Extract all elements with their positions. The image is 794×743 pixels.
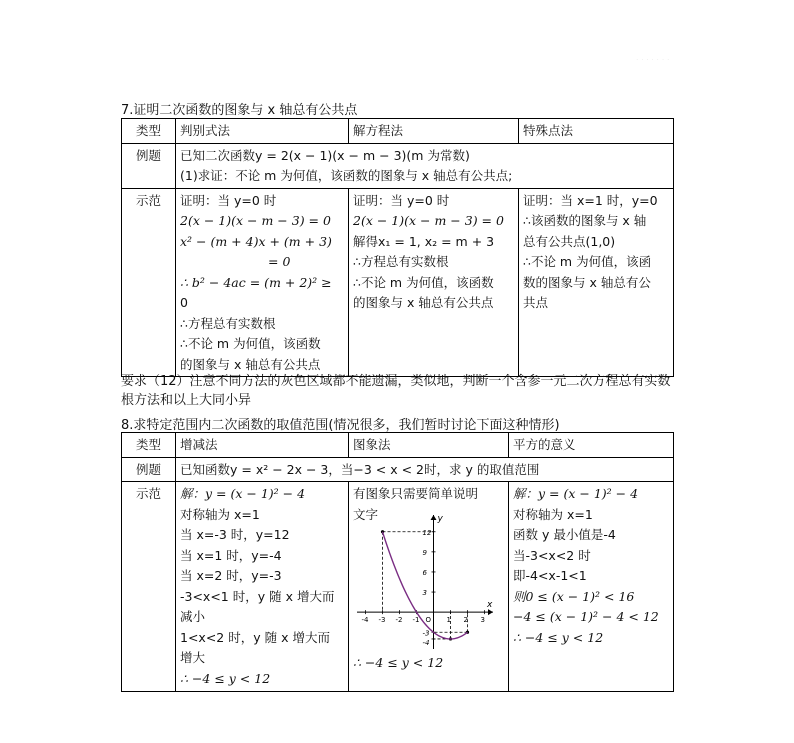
y-tick-label: -3 [422, 629, 430, 638]
solution-line: -3<x<1 时，y 随 x 增大而 [180, 588, 335, 604]
solution-line: 函数 y 最小值是-4 [513, 527, 616, 542]
math-line: 2(x − 1)(x − m − 3) = 0 [353, 213, 504, 228]
x-tick-label: -1 [412, 616, 420, 625]
table-header-row [122, 433, 674, 458]
header-special-point: 特殊点法 [519, 119, 674, 144]
section8-table [121, 432, 674, 692]
header-type: 类型 [122, 433, 176, 458]
solution-line: 当-3<x<2 时 [513, 547, 591, 563]
discriminant-method-cell [176, 188, 349, 377]
proof-line: ∴不论 m 为何值，该函数 [180, 336, 321, 351]
math-line: ∴ −4 ≤ y < 12 [513, 629, 604, 645]
demo-label: 示范 [122, 188, 176, 377]
x-tick-label: 3 [480, 616, 485, 625]
header-graph: 图象法 [349, 433, 509, 458]
demo-row [122, 482, 674, 692]
x-axis-label: x [487, 600, 493, 611]
solution-line: 减小 [180, 609, 206, 624]
demo-label: 示范 [122, 482, 176, 692]
proof-line: 证明：当 y=0 时 [353, 192, 450, 208]
solution-line: 1<x<2 时，y 随 x 增大而 [180, 629, 330, 645]
x-tick-label: -2 [395, 616, 403, 625]
graph-intro-line: 有图象只需要简单说明 [353, 486, 479, 501]
y-axis-arrow [431, 515, 437, 520]
example-line: 已知二次函数y = 2(x − 1)(x − m − 3)(m 为常数) [180, 147, 470, 163]
solution-line: 对称轴为 x=1 [180, 506, 260, 522]
x-tick-label: 1 [446, 616, 451, 625]
math-line: x² − (m + 4)x + (m + 3) [180, 233, 332, 249]
demo-row [122, 188, 674, 377]
special-point-method-cell [519, 188, 674, 377]
proof-line: 证明：当 y=0 时 [180, 192, 277, 208]
section7-title: 7.证明二次函数的图象与 x 轴总有公共点 [121, 103, 358, 118]
proof-line: 的图象与 x 轴总有公共点 [180, 356, 321, 372]
x-tick-label: -3 [378, 616, 386, 625]
header-solve-equation: 解方程法 [349, 119, 519, 144]
section8-title: 8.求特定范围内二次函数的取值范围(情况很多，我们暂时讨论下面这种情形) [121, 418, 560, 433]
parabola-graph [351, 509, 501, 659]
solution-line: 即-4<x-1<1 [513, 568, 587, 583]
math-line: 解：y = (x − 1)² − 4 [513, 486, 639, 501]
math-line: ∴ −4 ≤ y < 12 [353, 655, 444, 670]
solution-line: 当 x=-3 时，y=12 [180, 527, 290, 542]
table-header-row [122, 119, 674, 144]
solve-equation-method-cell [349, 188, 519, 377]
y-tick-label: 9 [422, 548, 427, 557]
graph-intro-line: 文字 [353, 506, 379, 522]
x-tick-label: O [425, 616, 432, 625]
proof-line: 证明：当 x=1 时，y=0 [523, 192, 658, 208]
y-axis-label: y [437, 514, 443, 524]
math-line: 解得x₁ = 1, x₂ = m + 3 [353, 233, 495, 249]
example-text [176, 143, 674, 188]
monotonic-method-cell [176, 482, 349, 692]
example-line: 已知函数y = x² − 2x − 3，当−3 < x < 2时，求 y 的取值范围 [180, 461, 540, 477]
solution-line: 当 x=1 时，y=-4 [180, 547, 282, 563]
solution-line: 增大 [180, 650, 206, 665]
header-square-meaning: 平方的意义 [509, 433, 674, 458]
example-row [122, 457, 674, 482]
proof-line: ∴该函数的图象与 x 轴 [523, 213, 647, 228]
math-line: 解：y = (x − 1)² − 4 [180, 486, 306, 501]
proof-line: 的图象与 x 轴总有公共点 [353, 295, 494, 310]
proof-line: ∴方程总有实数根 [353, 254, 449, 269]
proof-line: 数的图象与 x 轴总有公 [523, 274, 651, 290]
section7-table [121, 118, 674, 377]
proof-line: ∴不论 m 为何值，该函 [523, 254, 652, 269]
y-tick-label: 6 [422, 568, 427, 577]
solution-line: 对称轴为 x=1 [513, 506, 593, 522]
proof-line: ∴不论 m 为何值，该函数 [353, 274, 494, 290]
x-tick-label: -4 [361, 616, 369, 625]
header-discriminant: 判别式法 [176, 119, 349, 144]
graph-method-cell [349, 482, 509, 692]
header-type: 类型 [122, 119, 176, 144]
header-monotonic: 增减法 [176, 433, 349, 458]
x-tick-label: 2 [463, 616, 468, 625]
math-line: ∴ −4 ≤ y < 12 [180, 670, 271, 686]
math-line: 2(x − 1)(x − m − 3) = 0 [180, 213, 331, 228]
example-label: 例题 [122, 143, 176, 188]
example-label: 例题 [122, 457, 176, 482]
example-row [122, 143, 674, 188]
y-tick-label: 3 [422, 589, 427, 598]
y-tick-label: 12 [422, 528, 432, 537]
math-line: −4 ≤ (x − 1)² − 4 < 12 [513, 609, 659, 624]
corner-mark: · · · · · · · [636, 57, 670, 63]
math-line: 则0 ≤ (x − 1)² < 16 [513, 588, 635, 604]
square-meaning-method-cell [509, 482, 674, 692]
math-line: = 0 [268, 254, 291, 269]
proof-line: 0 [180, 295, 188, 310]
solution-line: 当 x=2 时，y=-3 [180, 568, 282, 583]
proof-line: 总有公共点(1,0) [523, 233, 616, 249]
math-line: ∴ b² − 4ac = (m + 2)² ≥ [180, 274, 332, 290]
example-text [176, 457, 674, 482]
y-tick-label: -4 [422, 638, 430, 647]
requirement-note: 要求（12）注意不同方法的灰色区域都不能遗漏，类似地，判断一个含参一元二次方程总有实数根方法和以上大同小异 [121, 374, 671, 408]
proof-line: ∴方程总有实数根 [180, 315, 276, 331]
example-line: (1)求证：不论 m 为何值，该函数的图象与 x 轴总有公共点; [180, 168, 513, 183]
proof-line: 共点 [523, 295, 549, 310]
